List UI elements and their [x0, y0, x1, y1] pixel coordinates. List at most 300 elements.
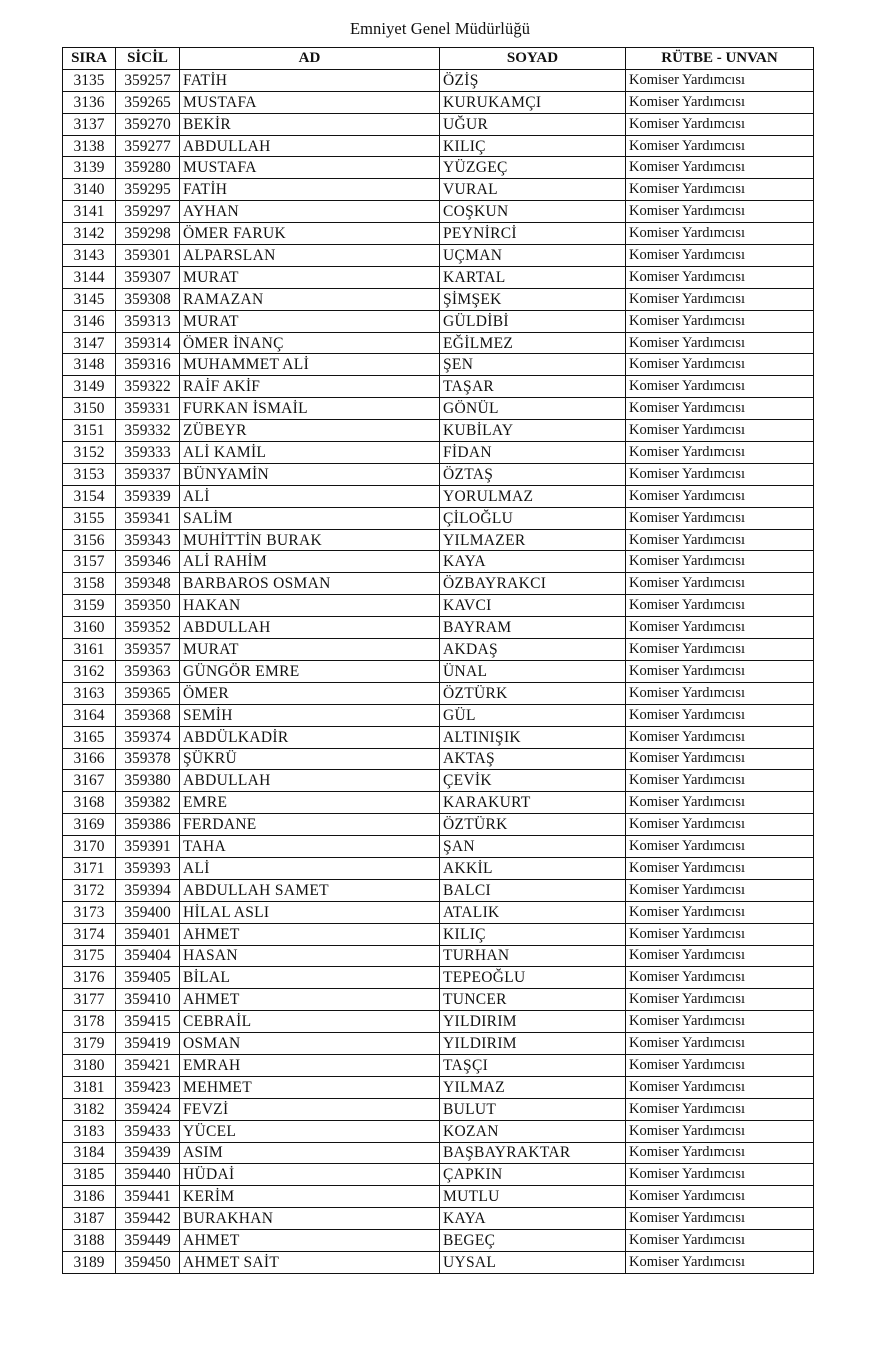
sira-cell: 3178: [63, 1011, 116, 1033]
table-row: [63, 617, 814, 639]
rutbe-unvan-cell: Komiser Yardımcısı: [626, 1230, 814, 1252]
rutbe-unvan-cell: Komiser Yardımcısı: [626, 288, 814, 310]
sicil-cell: 359450: [116, 1251, 180, 1273]
soyad-cell: AKTAŞ: [440, 748, 626, 770]
table-row: [63, 923, 814, 945]
table-header-row: [63, 48, 814, 70]
soyad-cell: UYSAL: [440, 1251, 626, 1273]
soyad-cell: UĞUR: [440, 113, 626, 135]
sira-cell: 3158: [63, 573, 116, 595]
table-row: [63, 485, 814, 507]
sicil-cell: 359400: [116, 901, 180, 923]
sira-cell: 3183: [63, 1120, 116, 1142]
rutbe-unvan-cell: Komiser Yardımcısı: [626, 485, 814, 507]
soyad-cell: ÖZİŞ: [440, 69, 626, 91]
table-row: [63, 857, 814, 879]
ad-cell: FATİH: [180, 179, 440, 201]
rutbe-unvan-cell: Komiser Yardımcısı: [626, 704, 814, 726]
sira-cell: 3168: [63, 792, 116, 814]
rutbe-unvan-cell: Komiser Yardımcısı: [626, 442, 814, 464]
sicil-cell: 359348: [116, 573, 180, 595]
sira-cell: 3141: [63, 201, 116, 223]
sira-cell: 3164: [63, 704, 116, 726]
sicil-cell: 359343: [116, 529, 180, 551]
ad-cell: ALPARSLAN: [180, 245, 440, 267]
ad-cell: ZÜBEYR: [180, 420, 440, 442]
table-row: [63, 398, 814, 420]
ad-cell: ÖMER FARUK: [180, 223, 440, 245]
sicil-cell: 359297: [116, 201, 180, 223]
ad-cell: MURAT: [180, 310, 440, 332]
table-row: [63, 91, 814, 113]
rutbe-unvan-cell: Komiser Yardımcısı: [626, 792, 814, 814]
sicil-cell: 359394: [116, 879, 180, 901]
header-sira: SIRA: [63, 48, 116, 70]
soyad-cell: KARAKURT: [440, 792, 626, 814]
table-row: [63, 354, 814, 376]
sicil-cell: 359442: [116, 1208, 180, 1230]
rutbe-unvan-cell: Komiser Yardımcısı: [626, 1076, 814, 1098]
ad-cell: ALİ KAMİL: [180, 442, 440, 464]
sicil-cell: 359341: [116, 507, 180, 529]
table-row: [63, 1251, 814, 1273]
rutbe-unvan-cell: Komiser Yardımcısı: [626, 726, 814, 748]
table-row: [63, 726, 814, 748]
table-row: [63, 376, 814, 398]
soyad-cell: YILDIRIM: [440, 1011, 626, 1033]
sira-cell: 3166: [63, 748, 116, 770]
sicil-cell: 359301: [116, 245, 180, 267]
sira-cell: 3153: [63, 463, 116, 485]
soyad-cell: EĞİLMEZ: [440, 332, 626, 354]
rutbe-unvan-cell: Komiser Yardımcısı: [626, 639, 814, 661]
rutbe-unvan-cell: Komiser Yardımcısı: [626, 814, 814, 836]
soyad-cell: ÖZTAŞ: [440, 463, 626, 485]
soyad-cell: TEPEOĞLU: [440, 967, 626, 989]
soyad-cell: ŞAN: [440, 836, 626, 858]
table-row: [63, 1098, 814, 1120]
table-row: [63, 157, 814, 179]
soyad-cell: ÜNAL: [440, 660, 626, 682]
soyad-cell: YILMAZ: [440, 1076, 626, 1098]
sira-cell: 3145: [63, 288, 116, 310]
rutbe-unvan-cell: Komiser Yardımcısı: [626, 135, 814, 157]
rutbe-unvan-cell: Komiser Yardımcısı: [626, 507, 814, 529]
table-row: [63, 1142, 814, 1164]
rutbe-unvan-cell: Komiser Yardımcısı: [626, 945, 814, 967]
table-row: [63, 223, 814, 245]
ad-cell: ŞÜKRÜ: [180, 748, 440, 770]
table-row: [63, 551, 814, 573]
sira-cell: 3180: [63, 1054, 116, 1076]
rutbe-unvan-cell: Komiser Yardımcısı: [626, 573, 814, 595]
ad-cell: FEVZİ: [180, 1098, 440, 1120]
table-row: [63, 1033, 814, 1055]
ad-cell: HASAN: [180, 945, 440, 967]
sicil-cell: 359350: [116, 595, 180, 617]
soyad-cell: ÖZTÜRK: [440, 682, 626, 704]
table-row: [63, 463, 814, 485]
sicil-cell: 359346: [116, 551, 180, 573]
table-row: [63, 179, 814, 201]
soyad-cell: BALCI: [440, 879, 626, 901]
soyad-cell: ATALIK: [440, 901, 626, 923]
soyad-cell: GÜL: [440, 704, 626, 726]
sicil-cell: 359333: [116, 442, 180, 464]
sira-cell: 3146: [63, 310, 116, 332]
sira-cell: 3184: [63, 1142, 116, 1164]
table-row: [63, 113, 814, 135]
ad-cell: MURAT: [180, 639, 440, 661]
ad-cell: EMRE: [180, 792, 440, 814]
soyad-cell: KUBİLAY: [440, 420, 626, 442]
sicil-cell: 359433: [116, 1120, 180, 1142]
sicil-cell: 359337: [116, 463, 180, 485]
rutbe-unvan-cell: Komiser Yardımcısı: [626, 1011, 814, 1033]
rutbe-unvan-cell: Komiser Yardımcısı: [626, 1208, 814, 1230]
sira-cell: 3161: [63, 639, 116, 661]
ad-cell: BÜNYAMİN: [180, 463, 440, 485]
ad-cell: AHMET: [180, 923, 440, 945]
table-row: [63, 1076, 814, 1098]
sicil-cell: 359423: [116, 1076, 180, 1098]
ad-cell: BURAKHAN: [180, 1208, 440, 1230]
soyad-cell: BAYRAM: [440, 617, 626, 639]
sicil-cell: 359307: [116, 266, 180, 288]
sira-cell: 3189: [63, 1251, 116, 1273]
soyad-cell: PEYNİRCİ: [440, 223, 626, 245]
soyad-cell: ÇİLOĞLU: [440, 507, 626, 529]
table-row: [63, 639, 814, 661]
personnel-table: [62, 47, 814, 1274]
ad-cell: RAİF AKİF: [180, 376, 440, 398]
ad-cell: MUSTAFA: [180, 157, 440, 179]
sira-cell: 3182: [63, 1098, 116, 1120]
soyad-cell: KARTAL: [440, 266, 626, 288]
ad-cell: ABDÜLKADİR: [180, 726, 440, 748]
sira-cell: 3170: [63, 836, 116, 858]
rutbe-unvan-cell: Komiser Yardımcısı: [626, 223, 814, 245]
ad-cell: YÜCEL: [180, 1120, 440, 1142]
table-row: [63, 442, 814, 464]
soyad-cell: AKKİL: [440, 857, 626, 879]
table-row: [63, 69, 814, 91]
rutbe-unvan-cell: Komiser Yardımcısı: [626, 595, 814, 617]
sicil-cell: 359421: [116, 1054, 180, 1076]
rutbe-unvan-cell: Komiser Yardımcısı: [626, 879, 814, 901]
table-row: [63, 748, 814, 770]
sicil-cell: 359415: [116, 1011, 180, 1033]
sicil-cell: 359313: [116, 310, 180, 332]
ad-cell: MEHMET: [180, 1076, 440, 1098]
sicil-cell: 359308: [116, 288, 180, 310]
sicil-cell: 359314: [116, 332, 180, 354]
soyad-cell: FİDAN: [440, 442, 626, 464]
table-row: [63, 967, 814, 989]
soyad-cell: ÖZTÜRK: [440, 814, 626, 836]
sicil-cell: 359295: [116, 179, 180, 201]
soyad-cell: BULUT: [440, 1098, 626, 1120]
rutbe-unvan-cell: Komiser Yardımcısı: [626, 310, 814, 332]
sira-cell: 3159: [63, 595, 116, 617]
rutbe-unvan-cell: Komiser Yardımcısı: [626, 923, 814, 945]
sira-cell: 3157: [63, 551, 116, 573]
rutbe-unvan-cell: Komiser Yardımcısı: [626, 1054, 814, 1076]
sira-cell: 3138: [63, 135, 116, 157]
sicil-cell: 359378: [116, 748, 180, 770]
sira-cell: 3160: [63, 617, 116, 639]
ad-cell: ABDULLAH SAMET: [180, 879, 440, 901]
sira-cell: 3186: [63, 1186, 116, 1208]
rutbe-unvan-cell: Komiser Yardımcısı: [626, 748, 814, 770]
sicil-cell: 359331: [116, 398, 180, 420]
table-row: [63, 814, 814, 836]
ad-cell: AHMET SAİT: [180, 1251, 440, 1273]
sira-cell: 3151: [63, 420, 116, 442]
sicil-cell: 359270: [116, 113, 180, 135]
rutbe-unvan-cell: Komiser Yardımcısı: [626, 617, 814, 639]
rutbe-unvan-cell: Komiser Yardımcısı: [626, 113, 814, 135]
soyad-cell: KILIÇ: [440, 923, 626, 945]
sira-cell: 3176: [63, 967, 116, 989]
sicil-cell: 359449: [116, 1230, 180, 1252]
soyad-cell: BAŞBAYRAKTAR: [440, 1142, 626, 1164]
table-row: [63, 529, 814, 551]
soyad-cell: KAYA: [440, 551, 626, 573]
table-row: [63, 1208, 814, 1230]
rutbe-unvan-cell: Komiser Yardımcısı: [626, 463, 814, 485]
sira-cell: 3173: [63, 901, 116, 923]
ad-cell: ÖMER: [180, 682, 440, 704]
sicil-cell: 359380: [116, 770, 180, 792]
table-row: [63, 682, 814, 704]
rutbe-unvan-cell: Komiser Yardımcısı: [626, 1164, 814, 1186]
sira-cell: 3136: [63, 91, 116, 113]
ad-cell: ASIM: [180, 1142, 440, 1164]
sicil-cell: 359404: [116, 945, 180, 967]
table-row: [63, 332, 814, 354]
soyad-cell: KILIÇ: [440, 135, 626, 157]
ad-cell: CEBRAİL: [180, 1011, 440, 1033]
soyad-cell: YILDIRIM: [440, 1033, 626, 1055]
table-row: [63, 135, 814, 157]
table-row: [63, 288, 814, 310]
rutbe-unvan-cell: Komiser Yardımcısı: [626, 967, 814, 989]
ad-cell: GÜNGÖR EMRE: [180, 660, 440, 682]
rutbe-unvan-cell: Komiser Yardımcısı: [626, 201, 814, 223]
sira-cell: 3169: [63, 814, 116, 836]
ad-cell: TAHA: [180, 836, 440, 858]
header-sicil: SİCİL: [116, 48, 180, 70]
table-row: [63, 1054, 814, 1076]
soyad-cell: ÇAPKIN: [440, 1164, 626, 1186]
soyad-cell: ŞİMŞEK: [440, 288, 626, 310]
sicil-cell: 359357: [116, 639, 180, 661]
ad-cell: BARBAROS OSMAN: [180, 573, 440, 595]
table-row: [63, 660, 814, 682]
sicil-cell: 359365: [116, 682, 180, 704]
sicil-cell: 359441: [116, 1186, 180, 1208]
soyad-cell: COŞKUN: [440, 201, 626, 223]
sira-cell: 3149: [63, 376, 116, 398]
ad-cell: ÖMER İNANÇ: [180, 332, 440, 354]
soyad-cell: KAVCI: [440, 595, 626, 617]
sicil-cell: 359277: [116, 135, 180, 157]
sira-cell: 3148: [63, 354, 116, 376]
table-row: [63, 245, 814, 267]
soyad-cell: VURAL: [440, 179, 626, 201]
table-row: [63, 507, 814, 529]
sira-cell: 3181: [63, 1076, 116, 1098]
soyad-cell: GÖNÜL: [440, 398, 626, 420]
rutbe-unvan-cell: Komiser Yardımcısı: [626, 529, 814, 551]
sira-cell: 3165: [63, 726, 116, 748]
ad-cell: ABDULLAH: [180, 617, 440, 639]
soyad-cell: ŞEN: [440, 354, 626, 376]
rutbe-unvan-cell: Komiser Yardımcısı: [626, 1186, 814, 1208]
rutbe-unvan-cell: Komiser Yardımcısı: [626, 69, 814, 91]
header-ad: AD: [180, 48, 440, 70]
sira-cell: 3174: [63, 923, 116, 945]
sira-cell: 3162: [63, 660, 116, 682]
table-row: [63, 836, 814, 858]
soyad-cell: ÇEVİK: [440, 770, 626, 792]
sicil-cell: 359363: [116, 660, 180, 682]
ad-cell: MUSTAFA: [180, 91, 440, 113]
ad-cell: HÜDAİ: [180, 1164, 440, 1186]
rutbe-unvan-cell: Komiser Yardımcısı: [626, 398, 814, 420]
ad-cell: ABDULLAH: [180, 770, 440, 792]
ad-cell: MURAT: [180, 266, 440, 288]
page-title: Emniyet Genel Müdürlüğü: [349, 19, 531, 38]
soyad-cell: AKDAŞ: [440, 639, 626, 661]
table-row: [63, 201, 814, 223]
sicil-cell: 359419: [116, 1033, 180, 1055]
rutbe-unvan-cell: Komiser Yardımcısı: [626, 1120, 814, 1142]
sicil-cell: 359393: [116, 857, 180, 879]
sira-cell: 3172: [63, 879, 116, 901]
sira-cell: 3140: [63, 179, 116, 201]
ad-cell: EMRAH: [180, 1054, 440, 1076]
sira-cell: 3188: [63, 1230, 116, 1252]
soyad-cell: TAŞÇI: [440, 1054, 626, 1076]
sicil-cell: 359339: [116, 485, 180, 507]
ad-cell: SALİM: [180, 507, 440, 529]
ad-cell: OSMAN: [180, 1033, 440, 1055]
sicil-cell: 359298: [116, 223, 180, 245]
rutbe-unvan-cell: Komiser Yardımcısı: [626, 245, 814, 267]
sira-cell: 3150: [63, 398, 116, 420]
sira-cell: 3187: [63, 1208, 116, 1230]
soyad-cell: ALTINIŞIK: [440, 726, 626, 748]
rutbe-unvan-cell: Komiser Yardımcısı: [626, 682, 814, 704]
ad-cell: ABDULLAH: [180, 135, 440, 157]
sicil-cell: 359410: [116, 989, 180, 1011]
sicil-cell: 359401: [116, 923, 180, 945]
rutbe-unvan-cell: Komiser Yardımcısı: [626, 354, 814, 376]
sira-cell: 3147: [63, 332, 116, 354]
sicil-cell: 359332: [116, 420, 180, 442]
rutbe-unvan-cell: Komiser Yardımcısı: [626, 901, 814, 923]
sira-cell: 3155: [63, 507, 116, 529]
rutbe-unvan-cell: Komiser Yardımcısı: [626, 770, 814, 792]
header-soyad: SOYAD: [440, 48, 626, 70]
sira-cell: 3139: [63, 157, 116, 179]
sira-cell: 3156: [63, 529, 116, 551]
sira-cell: 3175: [63, 945, 116, 967]
sira-cell: 3135: [63, 69, 116, 91]
soyad-cell: BEGEÇ: [440, 1230, 626, 1252]
ad-cell: RAMAZAN: [180, 288, 440, 310]
sicil-cell: 359405: [116, 967, 180, 989]
sira-cell: 3167: [63, 770, 116, 792]
table-row: [63, 1164, 814, 1186]
ad-cell: HİLAL ASLI: [180, 901, 440, 923]
sira-cell: 3143: [63, 245, 116, 267]
sicil-cell: 359352: [116, 617, 180, 639]
sira-cell: 3171: [63, 857, 116, 879]
sicil-cell: 359322: [116, 376, 180, 398]
rutbe-unvan-cell: Komiser Yardımcısı: [626, 91, 814, 113]
rutbe-unvan-cell: Komiser Yardımcısı: [626, 836, 814, 858]
soyad-cell: ÖZBAYRAKCI: [440, 573, 626, 595]
sicil-cell: 359386: [116, 814, 180, 836]
soyad-cell: MUTLU: [440, 1186, 626, 1208]
table-row: [63, 595, 814, 617]
ad-cell: FATİH: [180, 69, 440, 91]
rutbe-unvan-cell: Komiser Yardımcısı: [626, 1142, 814, 1164]
sira-cell: 3177: [63, 989, 116, 1011]
ad-cell: AHMET: [180, 1230, 440, 1252]
ad-cell: BİLAL: [180, 967, 440, 989]
table-row: [63, 945, 814, 967]
soyad-cell: YILMAZER: [440, 529, 626, 551]
soyad-cell: UÇMAN: [440, 245, 626, 267]
sicil-cell: 359265: [116, 91, 180, 113]
rutbe-unvan-cell: Komiser Yardımcısı: [626, 157, 814, 179]
table-row: [63, 266, 814, 288]
sicil-cell: 359382: [116, 792, 180, 814]
soyad-cell: KOZAN: [440, 1120, 626, 1142]
table-row: [63, 1120, 814, 1142]
soyad-cell: GÜLDİBİ: [440, 310, 626, 332]
sira-cell: 3142: [63, 223, 116, 245]
rutbe-unvan-cell: Komiser Yardımcısı: [626, 1033, 814, 1055]
table-row: [63, 573, 814, 595]
table-row: [63, 704, 814, 726]
rutbe-unvan-cell: Komiser Yardımcısı: [626, 266, 814, 288]
soyad-cell: KAYA: [440, 1208, 626, 1230]
ad-cell: AHMET: [180, 989, 440, 1011]
sira-cell: 3185: [63, 1164, 116, 1186]
sicil-cell: 359374: [116, 726, 180, 748]
ad-cell: ALİ: [180, 485, 440, 507]
sira-cell: 3179: [63, 1033, 116, 1055]
ad-cell: ALİ RAHİM: [180, 551, 440, 573]
sicil-cell: 359280: [116, 157, 180, 179]
ad-cell: FURKAN İSMAİL: [180, 398, 440, 420]
sira-cell: 3154: [63, 485, 116, 507]
soyad-cell: TURHAN: [440, 945, 626, 967]
rutbe-unvan-cell: Komiser Yardımcısı: [626, 1251, 814, 1273]
ad-cell: SEMİH: [180, 704, 440, 726]
table-row: [63, 792, 814, 814]
sicil-cell: 359424: [116, 1098, 180, 1120]
sicil-cell: 359440: [116, 1164, 180, 1186]
soyad-cell: TAŞAR: [440, 376, 626, 398]
table-body: [63, 69, 814, 1273]
table-row: [63, 879, 814, 901]
